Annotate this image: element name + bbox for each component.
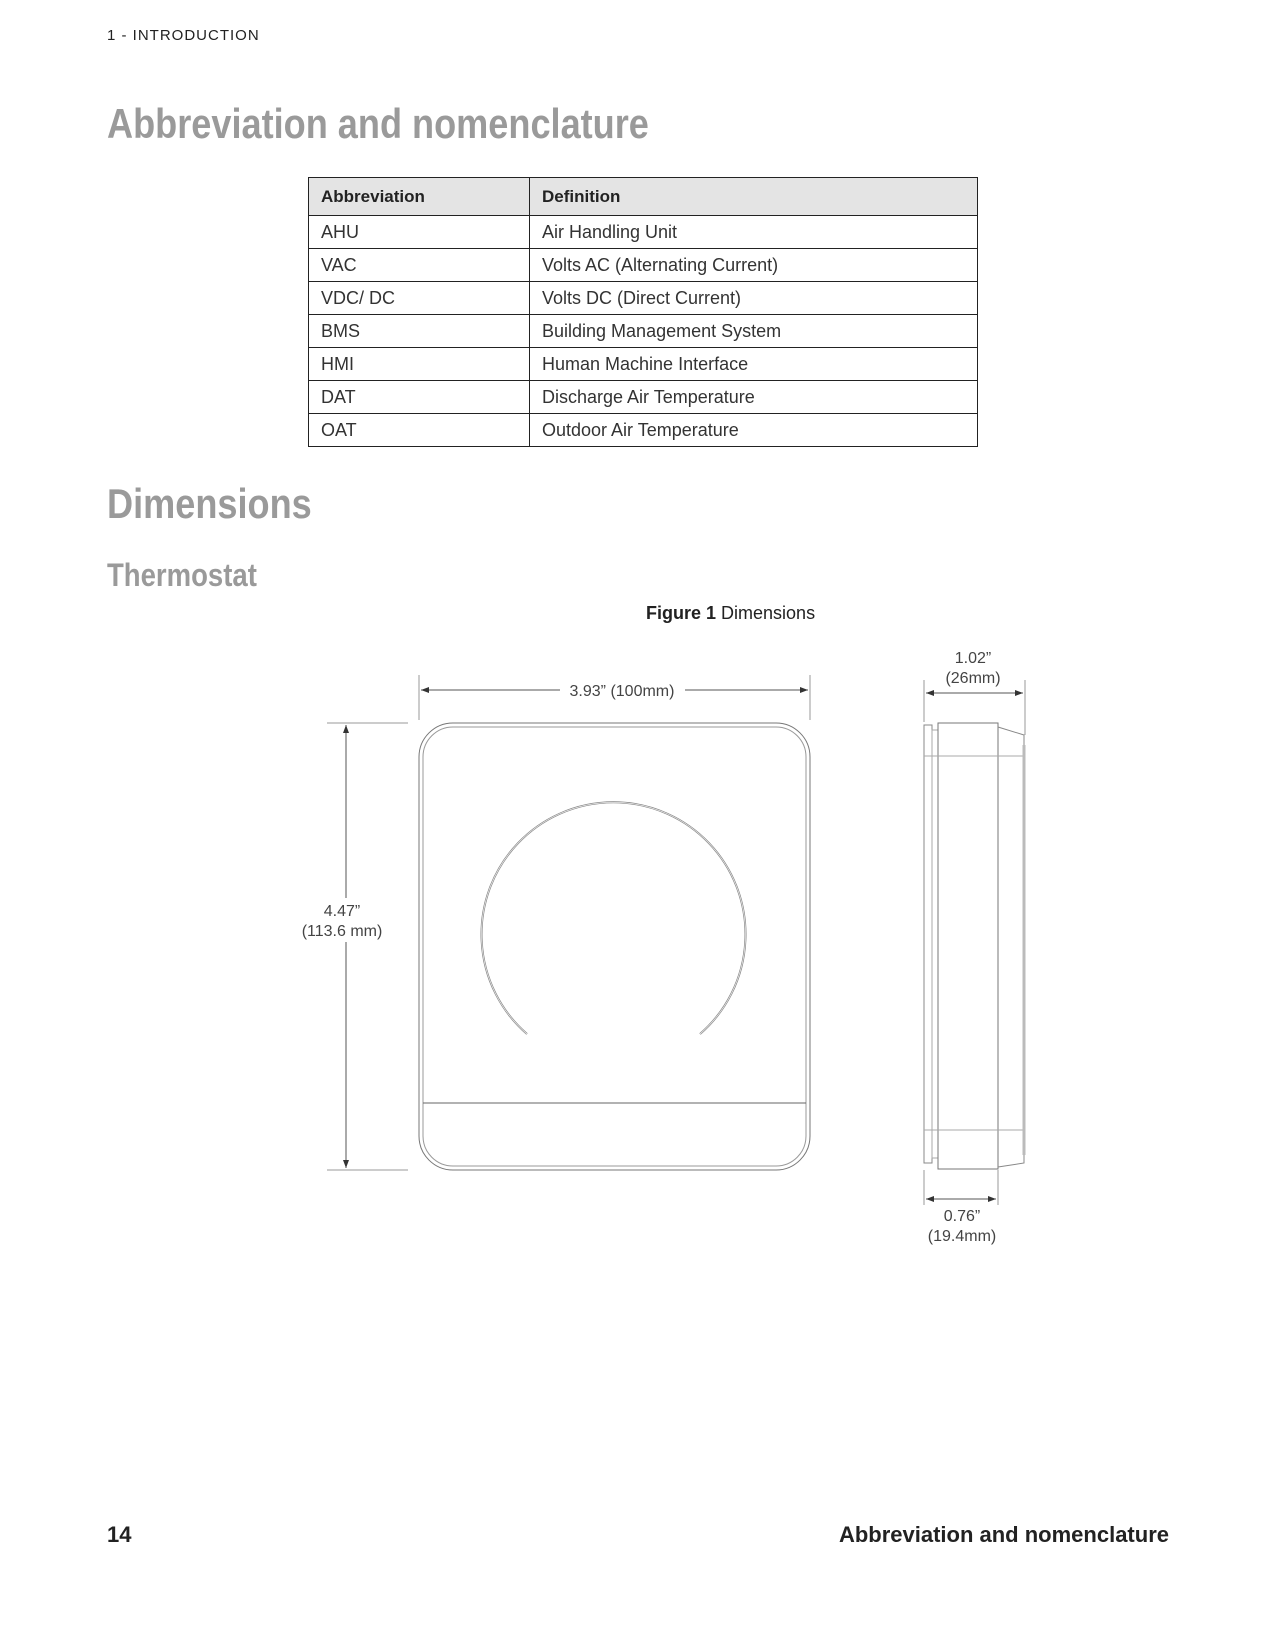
body-depth-mm: (19.4mm) [927,1228,997,1245]
section-title-dimensions: Dimensions [107,480,312,527]
body-depth-inches: 0.76” [943,1208,981,1225]
figure-label: Figure 1 [646,603,717,623]
section-title-abbreviation: Abbreviation and nomenclature [107,100,649,147]
thermostat-front-view [419,723,810,1170]
width-dimension-label: 3.93” (100mm) [569,683,675,700]
column-header: Abbreviation [309,178,530,216]
definition-cell: Volts DC (Direct Current) [530,282,978,315]
abbreviation-cell: BMS [309,315,530,348]
height-dimension-mm: (113.6 mm) [301,923,383,940]
definition-cell: Volts AC (Alternating Current) [530,249,978,282]
definition-cell: Discharge Air Temperature [530,381,978,414]
definition-cell: Building Management System [530,315,978,348]
column-header: Definition [530,178,978,216]
abbreviation-cell: VAC [309,249,530,282]
definition-cell: Outdoor Air Temperature [530,414,978,447]
abbreviation-cell: DAT [309,381,530,414]
page-number: 14 [107,1522,132,1547]
definition-cell: Human Machine Interface [530,348,978,381]
abbreviation-cell: OAT [309,414,530,447]
thermostat-side-view [924,723,1024,1169]
running-header: 1 - INTRODUCTION [107,27,260,44]
abbreviation-cell: VDC/ DC [309,282,530,315]
abbreviation-cell: HMI [309,348,530,381]
figure-caption-text: Dimensions [721,603,816,623]
footer-section-title: Abbreviation and nomenclature [838,1522,1169,1547]
subsection-title-thermostat: Thermostat [107,557,257,593]
depth-dimension-mm: (26mm) [945,670,1001,687]
height-dimension-inches: 4.47” [323,903,361,920]
depth-dimension-inches: 1.02” [954,650,992,667]
abbreviation-cell: AHU [309,216,530,249]
definition-cell: Air Handling Unit [530,216,978,249]
